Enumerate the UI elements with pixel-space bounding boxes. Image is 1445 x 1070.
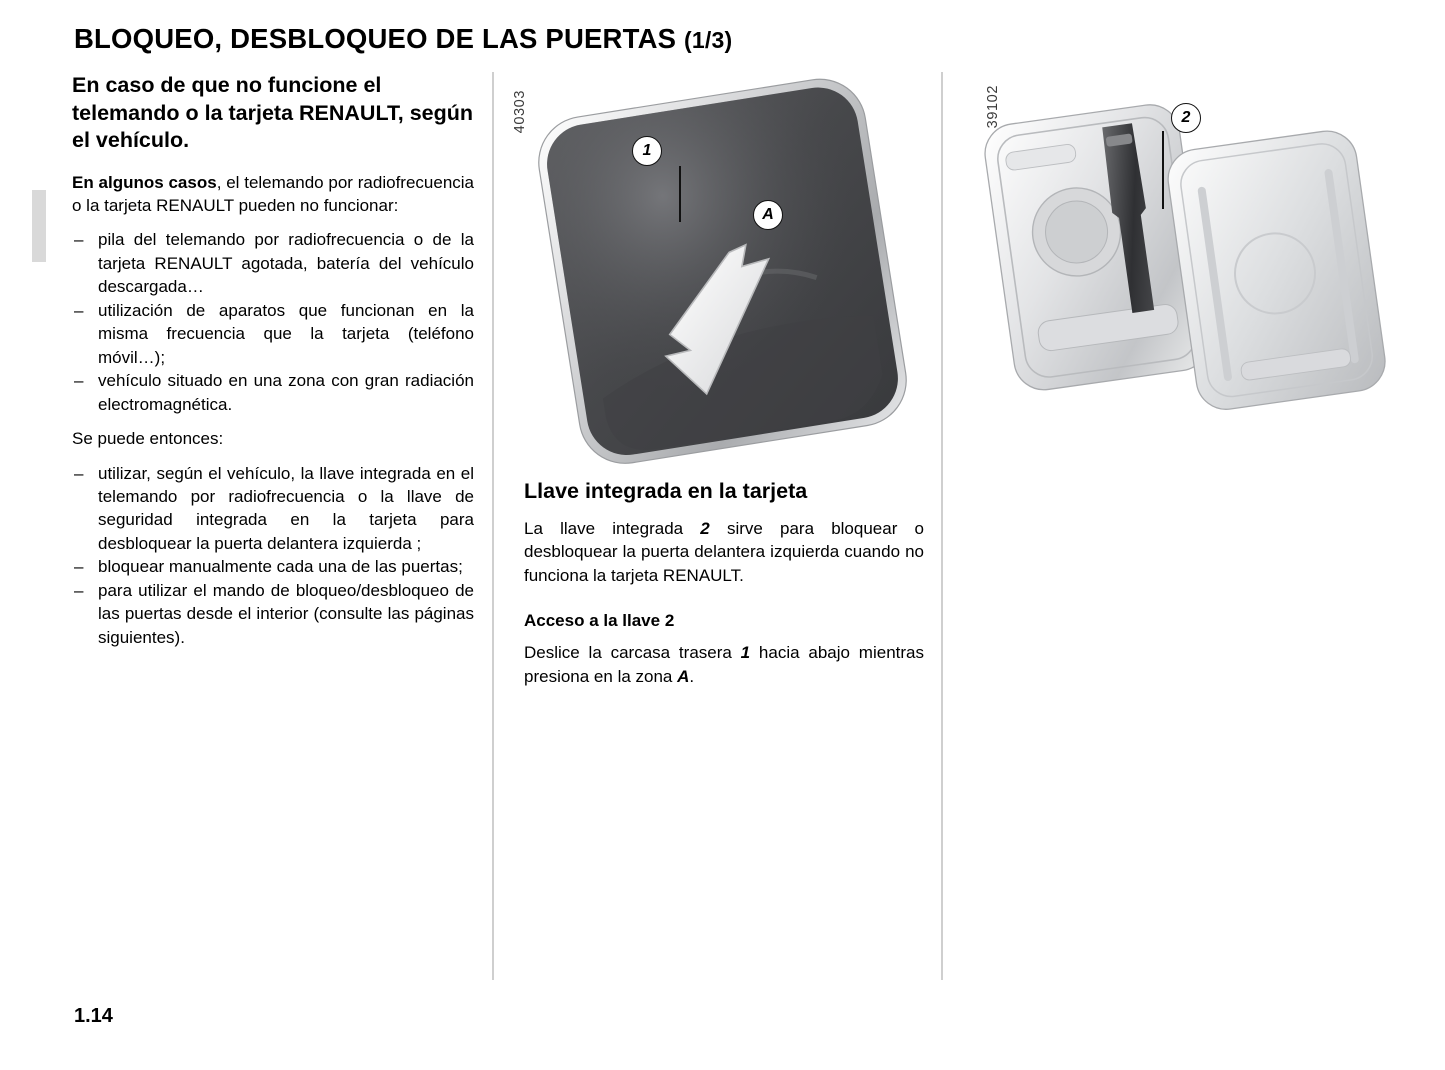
intro-paragraph — [72, 171, 474, 218]
figure-id-left: 40303 — [512, 90, 528, 134]
access-ref-A: A — [677, 666, 690, 686]
key-desc-ref: 2 — [700, 518, 710, 538]
renault-card-illustration — [524, 78, 924, 468]
bullet-list-actions — [72, 462, 474, 650]
column-divider-1 — [492, 72, 494, 980]
intro-bold: En algunos casos — [72, 172, 217, 192]
access-part-c: hacia abajo mientras presiona en la zona — [524, 643, 924, 686]
callout-2: 2 — [1171, 103, 1201, 133]
list-item-text: utilizar, según el vehículo, la llave integrada en el telemando por radiofrecuencia o la llave de seguridad integrada en la tarjeta para desbloquear la puerta delantera izquierda ; — [98, 463, 474, 553]
key-desc-part-a: La llave integrada — [524, 518, 701, 538]
callout-2-leader — [1162, 131, 1164, 209]
bullet-list-causes — [72, 228, 474, 416]
lead-in-paragraph: Se puede entonces: — [72, 429, 224, 449]
access-heading: Acceso a la llave 2 — [524, 611, 675, 631]
page-title-counter: (1/3) — [684, 27, 733, 53]
list-item — [72, 555, 474, 578]
list-item — [72, 462, 474, 556]
page-title — [74, 23, 732, 55]
dash-marker: – — [74, 463, 84, 483]
key-description-paragraph — [524, 517, 924, 587]
list-item-text: para utilizar el mando de bloqueo/desbloqueo de las puertas desde el interior (consulte las páginas siguientes). — [98, 580, 474, 647]
intro-rest: , el telemando por radiofrecuencia o la tarjeta RENAULT pueden no funcionar: — [72, 172, 475, 215]
list-item-text: vehículo situado en una zona con gran radiación electromagnética. — [98, 371, 474, 414]
key-desc-part-c: sirve para bloquear o desbloquear la puerta delantera izquierda cuando no funciona la tarjeta RENAULT. — [524, 518, 924, 585]
access-part-e: . — [689, 666, 695, 686]
column-left — [72, 72, 474, 660]
callout-1-leader — [679, 166, 681, 222]
dash-marker: – — [74, 230, 84, 250]
section-heading: En caso de que no funcione el telemando o la tarjeta RENAULT, según el vehículo. — [72, 73, 474, 153]
column-divider-2 — [941, 72, 943, 980]
section-edge-tab — [32, 190, 46, 262]
list-item — [72, 228, 474, 298]
access-ref-1: 1 — [740, 643, 751, 663]
access-paragraph — [524, 641, 924, 688]
access-part-a: Deslice la carcasa trasera — [524, 643, 741, 663]
dash-marker: – — [74, 557, 84, 577]
figure-id-right: 39102 — [985, 85, 1001, 129]
callout-A: A — [753, 200, 783, 230]
column-middle-text — [524, 478, 924, 688]
page-title-text: BLOQUEO, DESBLOQUEO DE LAS PUERTAS — [74, 23, 677, 54]
list-item-text: utilización de aparatos que funcionan en la misma frecuencia que la tarjeta (teléfono móvil…); — [98, 300, 474, 367]
dash-marker: – — [74, 371, 84, 391]
list-item-text: pila del telemando por radiofrecuencia o de la tarjeta RENAULT agotada, batería del vehículo descargada… — [98, 230, 474, 297]
list-item — [72, 579, 474, 649]
list-item — [72, 369, 474, 416]
figure-renault-card — [524, 78, 924, 468]
dash-marker: – — [74, 580, 84, 600]
dash-marker: – — [74, 300, 84, 320]
subsection-heading: Llave integrada en la tarjeta — [524, 479, 808, 503]
list-item-text: bloquear manualmente cada una de las puertas; — [98, 557, 463, 577]
page-number: 1.14 — [74, 1005, 113, 1027]
list-item — [72, 299, 474, 369]
callout-1: 1 — [632, 136, 662, 166]
